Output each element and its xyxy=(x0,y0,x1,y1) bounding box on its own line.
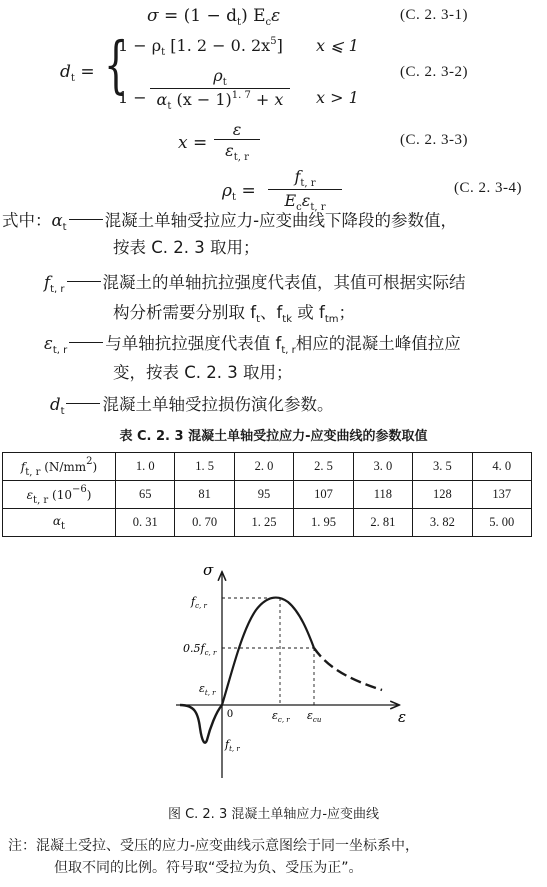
equation-number: (C. 2. 3-2) xyxy=(400,64,468,80)
eq4-num: f xyxy=(294,167,301,186)
document-page: $\sigma = (1 - d_t)$ $E_c\varepsilon$ (C. 2. 3-1) $d_t$ = { $1 - \rho_t$ [1. 2 − 0. $2x^5$] x ⩽ 1 1 − $\frac{\rho_t}{\alpha_t (x - 1)^{1. 7} + x}$ x > 1 (C. 2. 3-2) x = $\frac{\varepsilon}{\varepsilon_{t, r}}$ (C. 2. 3-3) $\rho_t$ = $f_{t, r}$ $E_c\varepsilon_{t, r}$ (C. 2. 3-4) 式中：$\alpha_t$ 混凝土单轴受拉应力-应变曲线下降段的参数值， 按表 C. 2. 3 取用； $f_{t, r}$ 混凝土的单轴抗拉强度代表值，其值可根据实际结 构分析需要分别取 $f_t$、$f_{tk}$ 或 $f_{tm}$； $\varepsilon_{t, r}$ 与单轴抗拉强度代表值 $f_{t, r}$相应的混凝土峰值拉应 变，按表 C. 2. 3 取用； $d_t$ 混凝土单轴受拉损伤演化参数。 表 C. 2. 3 混凝土单轴受拉应力-应变曲线的参数取值 $f_{t, r}$ $(N/mm^2)$ 1. 0 1. 5 2. 0 2. 5 3. 0 3. 5 4. 0 $\varepsilon_{t, r}$ $(10^{-6})$ 65 81 95 107 118 128 137 $\alpha_t$ 0. 31 0. 70 1. 25 1. 95 2. 81 3. 82 5. 00 σ ε 0 $f_{c, r}$ $0.5f_{c, r}$ $\varepsilon_{t, r}$ $f_{t, r}$ $\varepsilon_{c, r}$ $\varepsilon_{cu}$ 图 C. 2. 3 混凝土单轴应力-应变曲线 注：混凝土受拉、受压的应力-应变曲线示意图绘于同一坐标系中， 但取不同的比例。符号取“受拉为负、受压为正”。 xyxy=(0,0,547,887)
def-sub: tm xyxy=(324,314,339,325)
eq1-rhs2: ) E xyxy=(241,6,266,26)
table-cell: 1. 25 xyxy=(234,509,293,537)
def-symbol-sub: t, r xyxy=(50,284,65,295)
eq4-equals: = xyxy=(241,181,256,201)
def-text: 混凝土单轴受拉应力-应变曲线下降段的参数值， xyxy=(104,211,458,230)
def-text-part: 、f xyxy=(259,303,283,322)
eq2-case1-close: ] xyxy=(276,36,283,55)
def-sub: tk xyxy=(282,314,293,325)
table-cell: 5. 00 xyxy=(472,509,531,537)
def-text: 与单轴抗拉强度代表值 f xyxy=(105,334,282,353)
table-cell: 107 xyxy=(294,481,353,509)
eq4-lhs: ρ xyxy=(222,181,232,201)
table-cell: 2. 81 xyxy=(353,509,412,537)
table-title: 表 C. 2. 3 混凝土单轴受拉应力-应变曲线的参数取值 xyxy=(119,429,428,444)
eq2-case2-num-sub: t xyxy=(222,77,227,88)
def-text-part: 或 f xyxy=(292,303,325,322)
table-cell: 2. 5 xyxy=(294,453,353,481)
eq1-rhs: = (1 − d xyxy=(164,6,238,26)
note-line: 但取不同的比例。符号取“受拉为负、受压为正”。 xyxy=(54,860,363,876)
eq1-rhs-sub: t xyxy=(237,17,242,28)
eq2-condition2: x > 1 xyxy=(316,88,359,107)
eq2-case2-den2: (x − 1) xyxy=(176,90,232,109)
def-symbol-sub: t xyxy=(62,222,67,233)
def-text: 混凝土单轴受拉损伤演化参数。 xyxy=(102,395,334,414)
def-text-continued: 变，按表 C. 2. 3 取用； xyxy=(113,363,293,382)
tension-stress-label: $f_{t, r}$ xyxy=(225,738,240,753)
def-symbol: ε xyxy=(44,334,53,353)
table-cell: 2. 0 xyxy=(234,453,293,481)
eq2-condition1: x ⩽ 1 xyxy=(316,36,359,55)
eq3-den-sub: t, r xyxy=(233,152,249,163)
eq4-lhs-sub: t xyxy=(232,192,237,203)
eq3-num: ε xyxy=(232,120,242,139)
tension-strain-label: $\varepsilon_{t, r}$ xyxy=(199,682,216,697)
figure-caption: 图 C. 2. 3 混凝土单轴应力-应变曲线 xyxy=(167,807,380,822)
eq2-case2-den-sub: t xyxy=(167,101,172,112)
equation-number: (C. 2. 3-3) xyxy=(400,132,468,148)
figure-note xyxy=(8,835,540,879)
table-cell: 3. 0 xyxy=(353,453,412,481)
note-line: 注：混凝土受拉、受压的应力-应变曲线示意图绘于同一坐标系中， xyxy=(8,838,420,854)
eq4-num-sub: t, r xyxy=(300,178,316,189)
tension-curve xyxy=(180,705,222,743)
table-cell: 95 xyxy=(234,481,293,509)
eq4-den2: ε xyxy=(301,191,311,210)
eq2-case1-expr: [1. 2 − 0. 2x xyxy=(170,36,271,55)
eq4-den: E xyxy=(284,191,297,210)
compression-curve-tail xyxy=(314,648,382,690)
peak-strain-label: $\varepsilon_{c, r}$ xyxy=(272,709,290,724)
origin-label: 0 xyxy=(227,706,233,720)
def-sub: t, r xyxy=(281,345,296,356)
eq2-case2-num: ρ xyxy=(213,66,223,85)
def-text-part: ； xyxy=(338,303,355,322)
def-text: 相应的混凝土峰值拉应 xyxy=(295,334,461,353)
eq2-case2-prefix: 1 − xyxy=(118,88,147,107)
peak-stress-label: $f_{c, r}$ xyxy=(191,595,207,610)
row-header: $\alpha_t$ xyxy=(3,509,116,537)
y-axis-label: σ xyxy=(203,561,214,579)
eq2-case2-den-sup: 1. 7 xyxy=(231,90,251,101)
def-symbol-sub: t, r xyxy=(52,345,68,356)
def-text-continued: 按表 C. 2. 3 取用； xyxy=(113,238,260,257)
def-symbol: f xyxy=(44,273,51,292)
eq2-case2-den: α xyxy=(156,90,168,109)
eq3-lhs: x = xyxy=(178,133,208,153)
table-cell: 3. 5 xyxy=(413,453,472,481)
eq2-case2-den3: + x xyxy=(250,90,284,109)
eq4-den2-sub: t, r xyxy=(310,202,326,213)
eq1-rhs3: ε xyxy=(271,6,281,26)
definitions-intro: 式中： xyxy=(2,211,52,230)
table-cell: 1. 95 xyxy=(294,509,353,537)
half-stress-label: $0.5f_{c, r}$ xyxy=(183,642,217,657)
eq2-case1-sup: 5 xyxy=(270,36,277,47)
eq2-lhs: d xyxy=(60,62,71,82)
eq2-case1-text: 1 − ρ xyxy=(118,36,162,55)
eq3-den: ε xyxy=(225,141,234,160)
table-cell: 128 xyxy=(413,481,472,509)
def-symbol-sub: t xyxy=(60,406,65,417)
ultimate-strain-label: $\varepsilon_{cu}$ xyxy=(307,709,322,724)
def-symbol: d xyxy=(50,395,61,414)
eq2-case1-sub: t xyxy=(161,47,166,58)
def-text-part: 构分析需要分别取 f xyxy=(113,303,257,322)
table-cell: 65 xyxy=(116,481,175,509)
eq1-lhs: σ xyxy=(147,6,159,26)
def-symbol: α xyxy=(51,211,63,230)
equation-number: (C. 2. 3-4) xyxy=(454,180,522,196)
table-cell: 137 xyxy=(472,481,531,509)
left-brace: { xyxy=(104,28,128,101)
table-cell: 4. 0 xyxy=(472,453,531,481)
table-cell: 1. 5 xyxy=(175,453,234,481)
eq4-den-sub: c xyxy=(296,202,302,213)
table-cell: 0. 70 xyxy=(175,509,234,537)
def-sub: t xyxy=(256,314,260,325)
table-cell: 1. 0 xyxy=(116,453,175,481)
row-header: $f_{t, r}$ $(N/mm^2)$ xyxy=(3,453,116,481)
compression-curve xyxy=(222,598,314,705)
table-cell: 118 xyxy=(353,481,412,509)
table-cell: 0. 31 xyxy=(116,509,175,537)
eq1-rhs2-sub: c xyxy=(265,17,272,28)
x-axis-label: ε xyxy=(398,708,407,726)
equation-number: (C. 2. 3-1) xyxy=(400,7,468,23)
eq2-lhs-sub: t xyxy=(70,73,75,84)
row-header: $\varepsilon_{t, r}$ $(10^{-6})$ xyxy=(3,481,116,509)
table-cell: 3. 82 xyxy=(413,509,472,537)
def-text: 混凝土的单轴抗拉强度代表值，其值可根据实际结 xyxy=(102,273,466,292)
table-cell: 81 xyxy=(175,481,234,509)
